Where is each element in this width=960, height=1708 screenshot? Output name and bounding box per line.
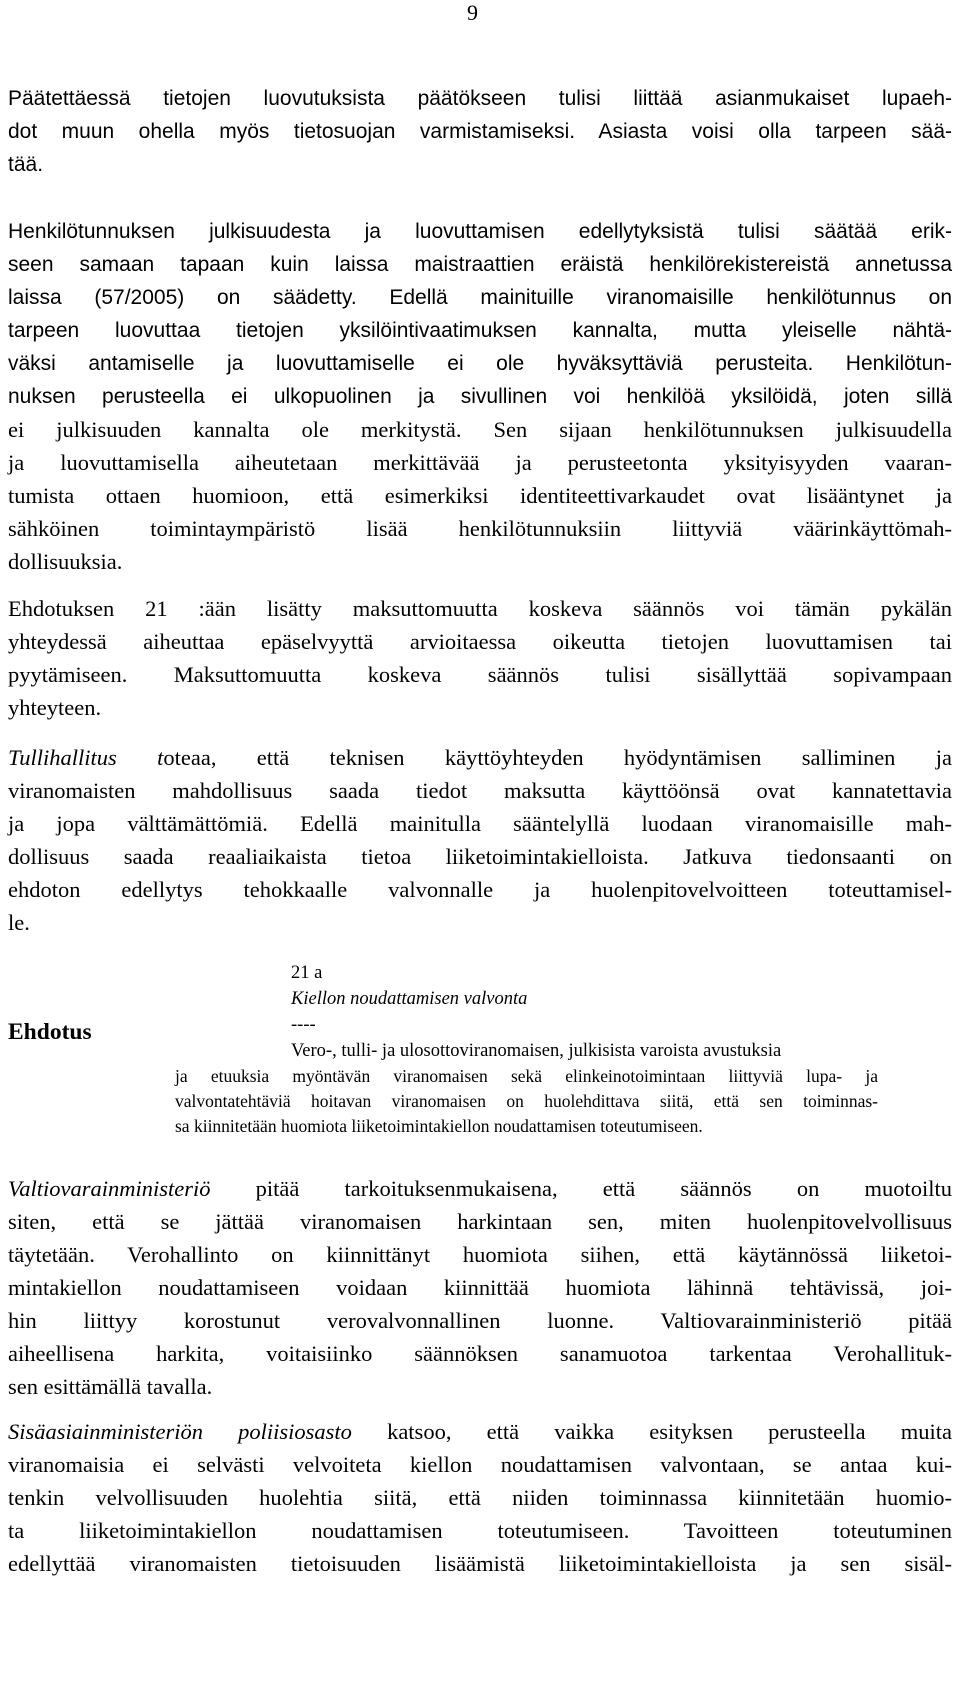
text-line: siten, että se jättää viranomaisen harkintaan sen, miten huolenpitovelvollisuus [8, 1209, 952, 1234]
text-line: seen samaan tapaan kuin laissa maistraattien eräistä henkilörekistereistä annetussa [8, 253, 952, 276]
text-line: dollisuus saada reaaliaikaista tietoa liiketoimintakielloista. Jatkuva tiedonsaanti on [8, 844, 952, 869]
paragraph-1 [8, 82, 952, 181]
text-line: valvontatehtäviä hoitavan viranomaisen on huolehdittava siitä, että sen toiminnas- [175, 1091, 878, 1111]
paragraph-2 [8, 215, 952, 413]
text-line: dot muun ohella myös tietosuojan varmistamiseksi. Asiasta voisi olla tarpeen sää- [8, 120, 952, 143]
paragraph-5 [8, 1172, 952, 1403]
text-line: ja jopa välttämättömiä. Edellä mainitulla sääntelyllä luodaan viranomaisille mah- [8, 811, 952, 836]
text-line [8, 741, 952, 774]
proposal-heading: Ehdotus [8, 1019, 92, 1045]
proposal-section-number: 21 a [291, 963, 323, 983]
text-line: hin liittyy korostunut verovalvonnallinen luonne. Valtiovarainministeriö pitää [8, 1308, 952, 1333]
paragraph-4 [8, 741, 952, 939]
text-line: ehdoton edellytys tehokkaalle valvonnalle ja huolenpitovelvoitteen toteuttamisel- [8, 877, 952, 902]
paragraph-3 [8, 592, 952, 724]
text-line: nuksen perusteella ei ulkopuolinen ja sivullinen voi henkilöä yksilöidä, joten sillä [8, 385, 952, 408]
text-line: Päätettäessä tietojen luovutuksista päätökseen tulisi liittää asianmukaiset lupaeh- [8, 87, 952, 110]
text-line: väksi antamiselle ja luovuttamiselle ei ole hyväksyttäviä perusteita. Henkilötun- [8, 352, 952, 375]
organization-name: Sisäasiainministeriön poliisiosasto [8, 1419, 352, 1444]
text-line: sa kiinnitetään huomiota liiketoimintakiellon noudattamisen toteutumiseen. [175, 1116, 703, 1136]
text-line: sen esittämällä tavalla. [8, 1374, 213, 1399]
text-line: viranomaisia ei selvästi velvoiteta kiellon noudattamisen valvontaan, se antaa kui- [8, 1452, 952, 1477]
text-line: tumista ottaen huomioon, että esimerkiksi identiteettivarkaudet ovat lisääntynet ja [8, 483, 952, 508]
text-line: ja etuuksia myöntävän viranomaisen sekä elinkeinotoimintaan liittyviä lupa- ja [175, 1066, 878, 1086]
text-line: pyytämiseen. Maksuttomuutta koskeva säännös tulisi sisällyttää sopivampaan [8, 662, 952, 687]
text-line: dollisuuksia. [8, 549, 123, 574]
text-line: laissa (57/2005) on säädetty. Edellä mainituille viranomaisille henkilötunnus on [8, 286, 952, 309]
text-line: Henkilötunnuksen julkisuudesta ja luovuttamisen edellytyksistä tulisi säätää erik- [8, 220, 952, 243]
paragraph-2-continued [8, 413, 952, 578]
text-line: Ehdotuksen 21 :ään lisätty maksuttomuutta koskeva säännös voi tämän pykälän [8, 596, 952, 621]
organization-name: Tullihallitus t [8, 745, 164, 770]
page-number-text: 9 [467, 0, 478, 25]
text-line: ta liiketoimintakiellon noudattamisen toteutumiseen. Tavoitteen toteutuminen [8, 1518, 952, 1543]
text-line: le. [8, 910, 30, 935]
text-line: ja luovuttamisella aiheutetaan merkittävää ja perusteetonta yksityisyyden vaaran- [8, 450, 952, 475]
text-line: yhteyteen. [8, 695, 102, 720]
text-line: sähköinen toimintaympäristö lisää henkilötunnuksiin liittyviä väärinkäyttömah- [8, 516, 952, 541]
text-line: täytetään. Verohallinto on kiinnittänyt huomiota siihen, että käytännössä liiketoi- [8, 1242, 952, 1267]
text-line [8, 1415, 952, 1448]
proposal-text [175, 1064, 878, 1139]
proposal-first-line: Vero-, tulli- ja ulosottoviranomaisen, julkisista varoista avustuksia [291, 1041, 782, 1061]
text-line [8, 1172, 952, 1205]
text-segment: katsoo, että vaikka esityksen perusteella muita [351, 1419, 953, 1444]
paragraph-6 [8, 1415, 952, 1580]
text-line: yhteydessä aiheuttaa epäselvyyttä arvioitaessa oikeutta tietojen luovuttamisen tai [8, 629, 952, 654]
section-title-text: Kiellon noudattamisen valvonta [291, 989, 528, 1009]
text-line: tarpeen luovuttaa tietojen yksilöintivaatimuksen kannalta, mutta yleiselle nähtä- [8, 319, 952, 342]
proposal-dashes: ---- [291, 1015, 316, 1035]
text-segment: oteaa, että teknisen käyttöyhteyden hyödyntämisen salliminen ja [163, 745, 952, 770]
text-line: aiheellisena harkita, voitaisiinko säännöksen sanamuotoa tarkentaa Verohallituk- [8, 1341, 952, 1366]
text-line: tää. [8, 153, 44, 176]
text-segment: pitää tarkoituksenmukaisena, että säännös on muotoiltu [210, 1176, 952, 1201]
proposal-section-title [291, 987, 527, 1012]
organization-name: Valtiovarainministeriö [8, 1176, 211, 1201]
text-line: mintakiellon noudattamiseen voidaan kiinnittää huomiota lähinnä tehtävissä, joi- [8, 1275, 952, 1300]
text-line: viranomaisten mahdollisuus saada tiedot maksutta käyttöönsä ovat kannatettavia [8, 778, 952, 803]
text-line: edellyttää viranomaisten tietoisuuden lisäämistä liiketoimintakielloista ja sen sisäl- [8, 1551, 952, 1576]
text-line: ei julkisuuden kannalta ole merkitystä. Sen sijaan henkilötunnuksen julkisuudella [8, 417, 952, 442]
text-line: tenkin velvollisuuden huolehtia siitä, että niiden toiminnassa kiinnitetään huomio- [8, 1485, 952, 1510]
